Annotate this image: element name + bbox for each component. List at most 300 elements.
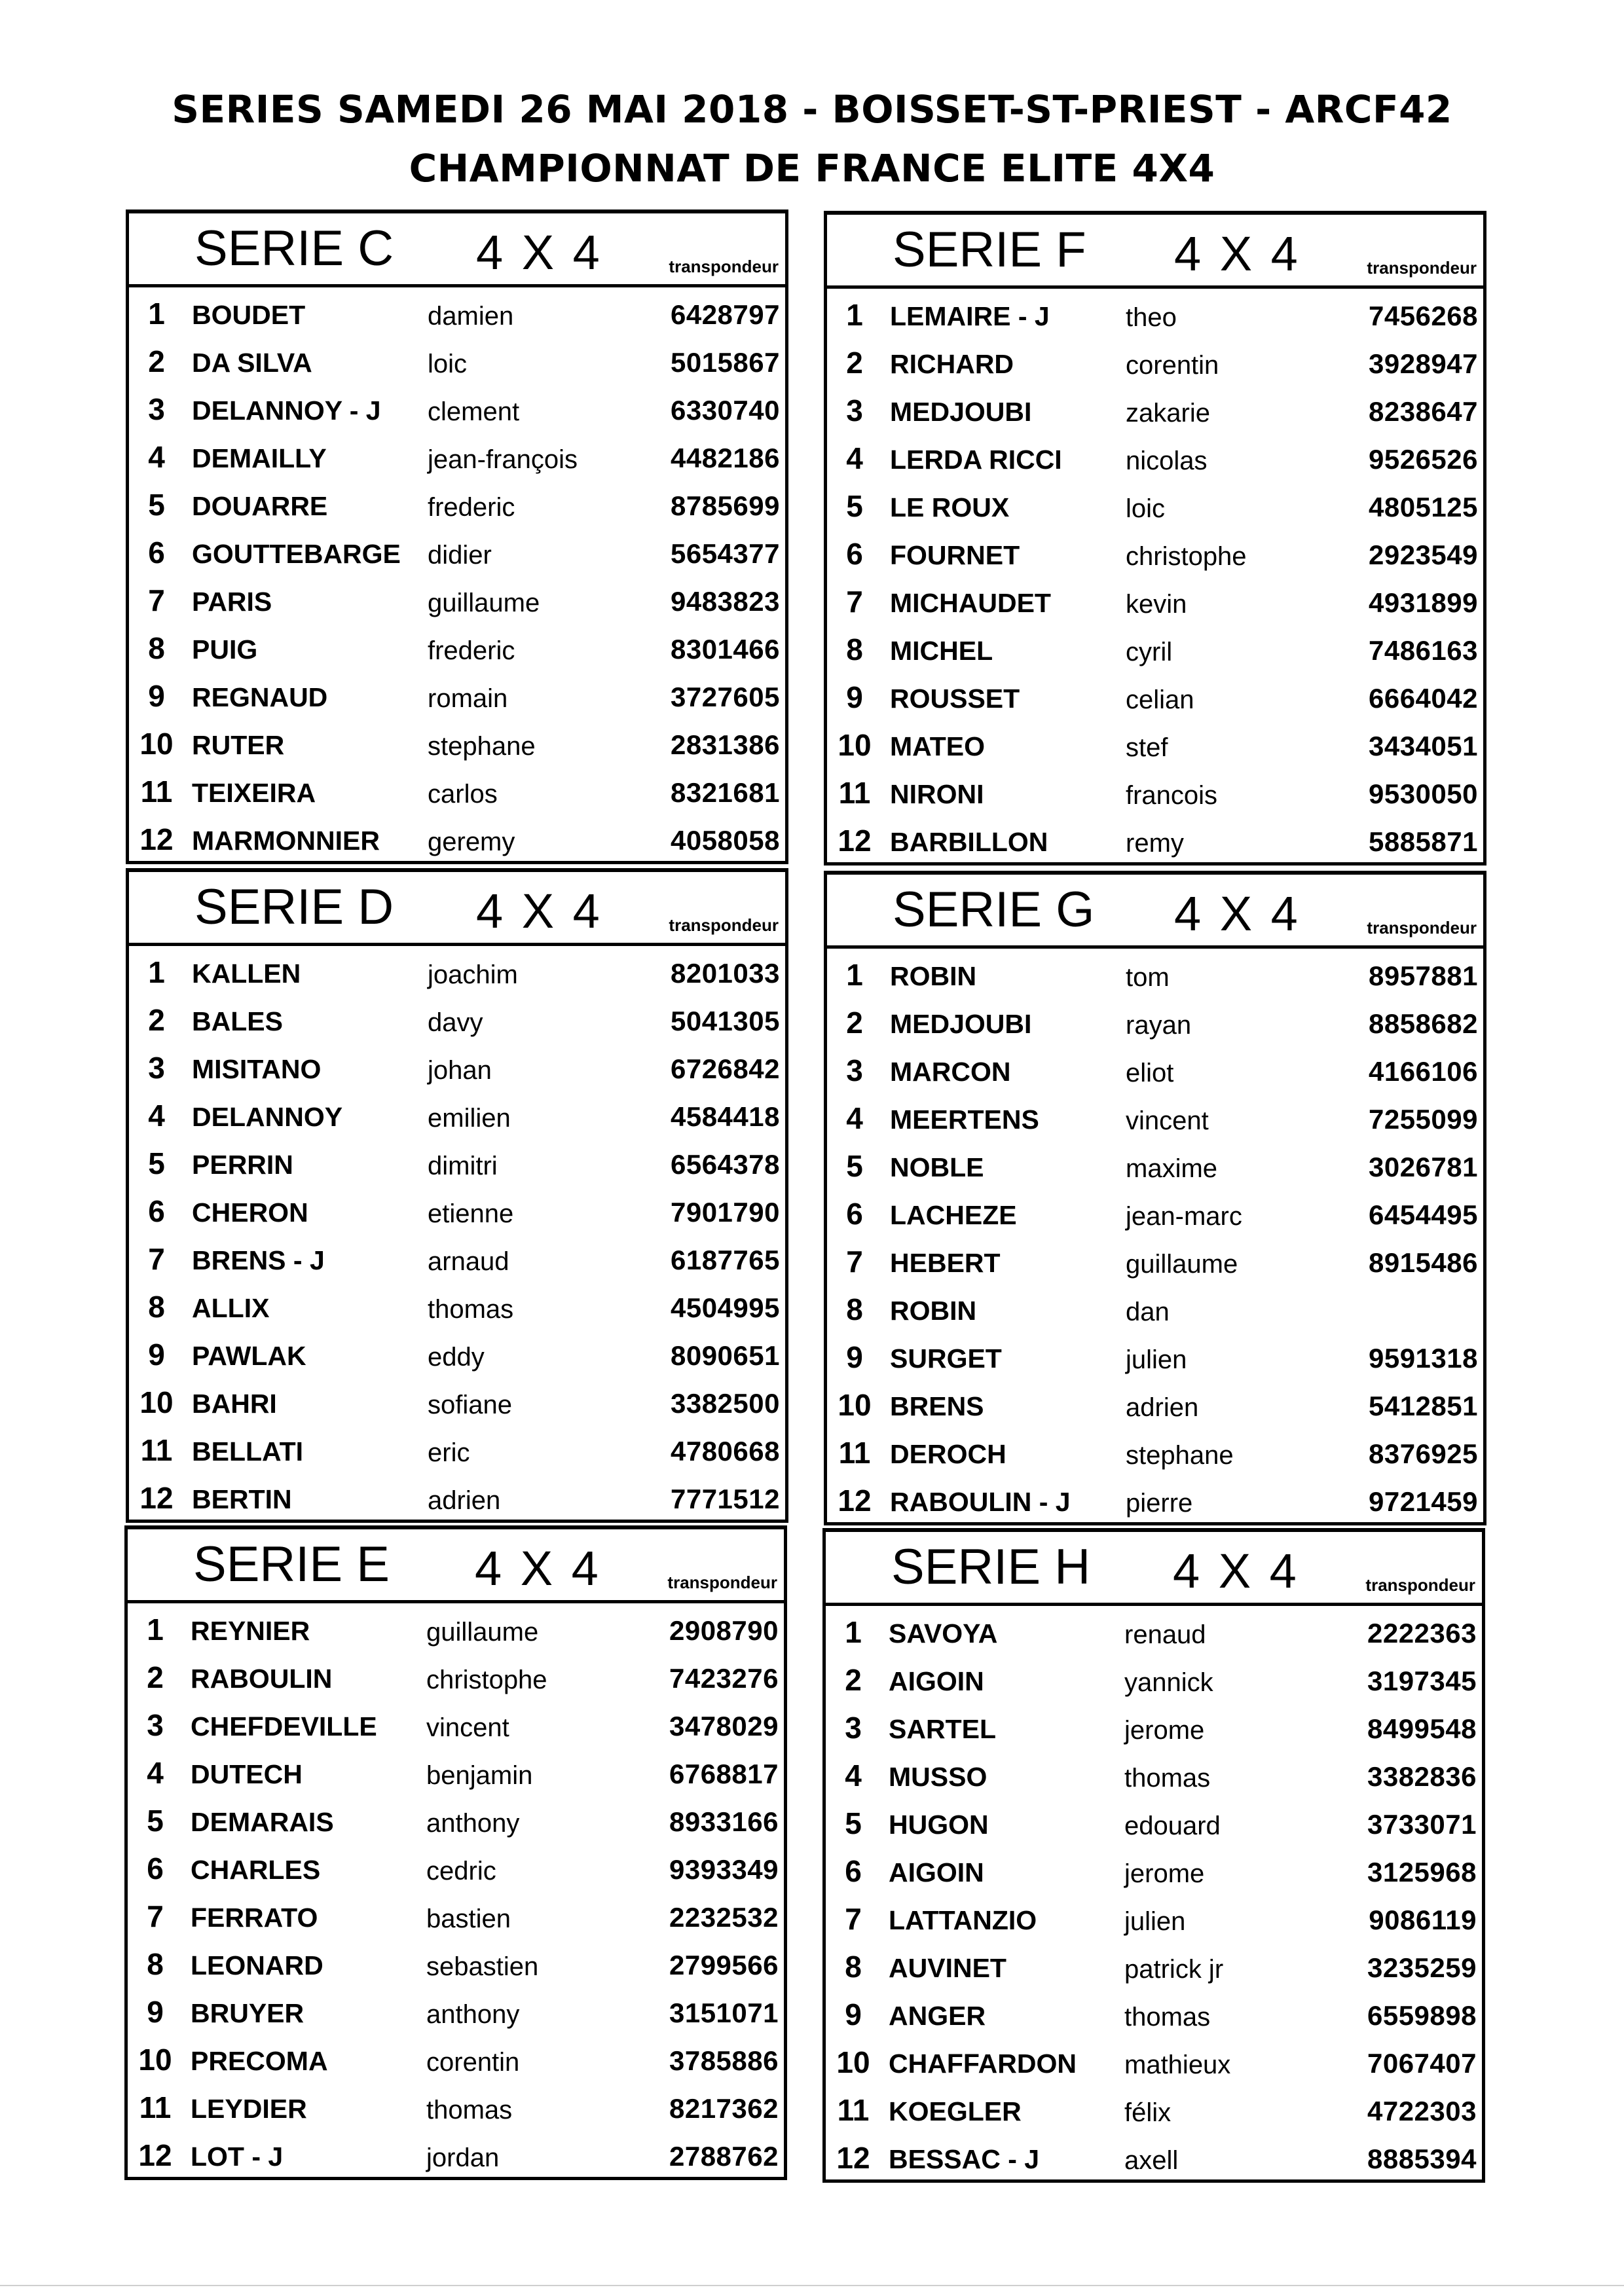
table-row [129,1233,785,1281]
driver-first-name: guillaume [1126,1250,1238,1279]
table-row [129,479,785,526]
table-row [826,2132,1482,2179]
table-row [129,622,785,670]
driver-first-name: corentin [426,2048,520,2077]
driver-last-name: ALLIX [192,1293,270,1323]
table-row [129,1281,785,1328]
table-row [128,1603,784,1651]
row-number: 2 [147,1660,164,1694]
table-row [826,1654,1482,1702]
serie-class: 4 X 4 [475,1541,601,1595]
table-row [129,1376,785,1424]
table-row [129,1042,785,1089]
row-number: 5 [845,1806,862,1840]
transponder-column-label: transpondeur [667,1573,777,1592]
driver-last-name: MEDJOUBI [890,397,1032,427]
driver-first-name: edouard [1124,1812,1221,1840]
transponder-number: 8217362 [669,2093,779,2124]
table-row [826,1988,1482,2036]
driver-first-name: zakarie [1126,399,1210,428]
driver-last-name: RICHARD [890,349,1014,379]
table-row [826,2036,1482,2084]
row-number: 3 [148,392,165,426]
driver-last-name: DELANNOY [192,1102,343,1132]
driver-last-name: RUTER [192,730,285,760]
transponder-number: 3026781 [1368,1152,1478,1182]
transponder-number: 3478029 [669,1711,779,1741]
serie-box-h [822,1528,1485,2183]
driver-first-name: christophe [426,1666,547,1694]
table-row [827,289,1483,337]
driver-first-name: loic [1126,494,1166,523]
row-number: 11 [140,1433,173,1467]
driver-last-name: FERRATO [191,1903,318,1933]
table-row [827,719,1483,767]
driver-last-name: REYNIER [191,1616,310,1646]
driver-last-name: SARTEL [889,1714,996,1744]
driver-last-name: PARIS [192,587,272,617]
table-row [128,1651,784,1699]
table-row [827,1044,1483,1092]
serie-box-d [126,868,788,1523]
driver-last-name: ROUSSET [890,683,1020,714]
table-row [827,384,1483,432]
transponder-number: 4722303 [1367,2096,1477,2126]
driver-first-name: davy [428,1008,483,1037]
driver-first-name: francois [1126,781,1218,810]
driver-first-name: benjamin [426,1761,533,1790]
driver-last-name: BOUDET [192,300,306,330]
driver-last-name: LATTANZIO [889,1905,1037,1935]
serie-box-f [824,211,1486,866]
table-row [128,1747,784,1795]
row-number: 5 [147,1804,164,1838]
row-number: 7 [147,1899,164,1933]
driver-first-name: jordan [426,2143,500,2172]
driver-first-name: etienne [428,1199,514,1228]
table-row [827,575,1483,623]
transponder-number: 3382500 [670,1388,780,1419]
row-number: 12 [836,2141,870,2175]
transponder-number: 7067407 [1367,2048,1477,2079]
table-row [129,431,785,479]
table-row [827,480,1483,528]
transponder-number: 4166106 [1368,1056,1478,1087]
driver-first-name: patrick jr [1124,1955,1224,1984]
driver-last-name: DOUARRE [192,491,328,521]
row-number: 2 [846,1006,863,1040]
driver-first-name: clement [428,397,520,426]
serie-header [826,1532,1482,1606]
driver-last-name: PRECOMA [191,2046,328,2076]
driver-last-name: MARMONNIER [192,826,380,856]
transponder-number: 6664042 [1368,683,1478,714]
serie-rows [129,946,785,1520]
serie-header [128,1529,784,1603]
row-number: 5 [148,488,165,522]
row-number: 6 [846,537,863,571]
row-number: 7 [846,1245,863,1279]
table-row [129,1472,785,1520]
row-number: 3 [147,1708,164,1742]
row-number: 8 [846,632,863,666]
table-row [826,1749,1482,1797]
transponder-number: 9591318 [1368,1343,1478,1374]
transponder-number: 4504995 [670,1292,780,1323]
row-number: 4 [845,1758,862,1793]
transponder-number: 9526526 [1368,444,1478,475]
transponder-number: 6330740 [670,395,780,426]
row-number: 3 [846,393,863,428]
serie-header [827,215,1483,289]
transponder-number: 4058058 [670,825,780,856]
driver-first-name: thomas [426,2096,513,2124]
row-number: 10 [139,727,174,761]
driver-first-name: celian [1126,685,1194,714]
row-number: 2 [845,1663,862,1697]
transponder-number: 8301466 [670,634,780,665]
table-row [129,1424,785,1472]
row-number: 2 [148,344,165,378]
transponder-column-label: transpondeur [669,915,779,935]
driver-first-name: anthony [426,1809,520,1838]
row-number: 1 [148,297,165,331]
driver-first-name: axell [1124,2146,1179,2175]
driver-first-name: kevin [1126,590,1187,619]
driver-first-name: sofiane [428,1391,512,1419]
driver-last-name: DA SILVA [192,348,312,378]
driver-first-name: theo [1126,303,1177,332]
row-number: 8 [845,1950,862,1984]
table-row [129,1328,785,1376]
transponder-number: 2788762 [669,2141,779,2172]
table-row [129,1185,785,1233]
transponder-number: 7423276 [669,1663,779,1694]
table-row [827,671,1483,719]
driver-first-name: nicolas [1126,446,1208,475]
serie-name: SERIE E [193,1537,390,1592]
driver-last-name: CHARLES [191,1855,321,1885]
row-number: 5 [846,1149,863,1183]
table-row [827,996,1483,1044]
transponder-number: 9721459 [1368,1486,1478,1517]
transponder-number: 2799566 [669,1950,779,1980]
driver-first-name: pierre [1126,1489,1193,1518]
serie-name: SERIE C [194,221,394,276]
table-row [129,574,785,622]
table-row [827,337,1483,384]
serie-rows [827,289,1483,862]
table-row [129,718,785,765]
driver-last-name: LEYDIER [191,2094,307,2124]
row-number: 6 [147,1851,164,1886]
transponder-number: 7456268 [1368,301,1478,331]
transponder-number: 3235259 [1367,1952,1477,1983]
driver-first-name: jean-marc [1126,1202,1242,1231]
driver-last-name: LEMAIRE - J [890,301,1050,331]
page-title: SERIES SAMEDI 26 MAI 2018 - BOISSET-ST-PRIEST - ARCF42 [172,87,1452,132]
row-number: 6 [845,1854,862,1888]
row-number: 10 [836,2045,870,2079]
table-row [827,1188,1483,1235]
row-number: 7 [846,585,863,619]
driver-first-name: yannick [1124,1668,1213,1697]
driver-last-name: REGNAUD [192,682,328,712]
driver-first-name: guillaume [426,1618,539,1647]
serie-rows [826,1606,1482,2179]
row-number: 9 [148,679,165,713]
driver-first-name: bastien [426,1904,511,1933]
serie-name: SERIE G [893,882,1095,938]
row-number: 11 [838,1436,871,1470]
serie-name: SERIE F [893,222,1086,278]
driver-first-name: anthony [426,2000,520,2029]
driver-first-name: loic [428,350,468,378]
serie-name: SERIE H [891,1539,1091,1595]
driver-last-name: BRENS [890,1391,984,1421]
driver-first-name: didier [428,541,492,570]
driver-last-name: RABOULIN - J [890,1487,1071,1517]
table-row [827,1140,1483,1188]
serie-rows [128,1603,784,2177]
row-number: 12 [139,822,174,856]
row-number: 8 [147,1947,164,1981]
row-number: 12 [138,2138,172,2172]
row-number: 11 [837,2093,870,2127]
row-number: 10 [139,1385,174,1419]
transponder-number: 7901790 [670,1197,780,1228]
driver-last-name: KOEGLER [889,2096,1022,2126]
table-row [826,1941,1482,1988]
transponder-number: 6726842 [670,1053,780,1084]
row-number: 8 [148,1290,165,1324]
table-row [826,1845,1482,1893]
table-row [827,432,1483,480]
table-row [129,765,785,813]
row-number: 10 [838,1388,872,1422]
serie-box-c [126,210,788,864]
driver-last-name: NIRONI [890,779,984,809]
table-row [129,383,785,431]
driver-first-name: maxime [1126,1154,1218,1183]
table-row [128,2081,784,2129]
transponder-number: 8321681 [670,777,780,808]
table-row [128,1938,784,1986]
driver-last-name: LACHEZE [890,1200,1017,1230]
table-row [827,1427,1483,1474]
transponder-number: 4780668 [670,1436,780,1467]
row-number: 2 [148,1003,165,1037]
serie-class: 4 X 4 [1174,227,1301,281]
driver-first-name: vincent [1126,1106,1209,1135]
driver-last-name: DEROCH [890,1439,1006,1469]
driver-last-name: HEBERT [890,1248,1001,1278]
driver-first-name: stef [1126,733,1168,762]
row-number: 4 [148,1099,165,1133]
driver-first-name: dimitri [428,1152,498,1180]
table-row [129,994,785,1042]
driver-first-name: geremy [428,828,515,856]
driver-first-name: rayan [1126,1011,1192,1040]
driver-first-name: remy [1126,829,1184,858]
transponder-number: 5015867 [670,347,780,378]
driver-last-name: RABOULIN [191,1664,333,1694]
serie-name: SERIE D [194,879,394,935]
transponder-number: 8090651 [670,1340,780,1371]
driver-last-name: ROBIN [890,1296,977,1326]
row-number: 7 [148,1242,165,1276]
driver-first-name: arnaud [428,1247,509,1276]
row-number: 4 [147,1756,164,1790]
transponder-number: 2923549 [1368,539,1478,570]
serie-header [827,875,1483,949]
driver-last-name: BELLATI [192,1436,304,1467]
driver-last-name: MISITANO [192,1054,322,1084]
table-row [827,1474,1483,1522]
table-row [129,526,785,574]
driver-last-name: MARCON [890,1057,1011,1087]
driver-first-name: frederic [428,636,515,665]
transponder-column-label: transpondeur [1367,918,1477,938]
transponder-number: 8957881 [1368,960,1478,991]
transponder-number: 8376925 [1368,1438,1478,1469]
driver-first-name: guillaume [428,589,540,617]
table-row [826,1606,1482,1654]
driver-last-name: NOBLE [890,1152,984,1182]
table-row [129,1089,785,1137]
driver-last-name: BRUYER [191,1998,304,2028]
driver-first-name: jerome [1124,1716,1205,1745]
transponder-number: 7486163 [1368,635,1478,666]
transponder-number: 3785886 [669,2045,779,2076]
serie-class: 4 X 4 [476,225,602,280]
driver-first-name: joachim [428,960,518,989]
serie-box-e [124,1525,787,2180]
row-number: 3 [148,1051,165,1085]
driver-last-name: MICHAUDET [890,588,1051,618]
table-row [128,1699,784,1747]
row-number: 4 [846,441,863,475]
transponder-number: 5885871 [1368,826,1478,857]
driver-first-name: frederic [428,493,515,522]
table-row [826,1893,1482,1941]
row-number: 8 [846,1292,863,1326]
driver-last-name: LE ROUX [890,492,1010,522]
table-row [827,767,1483,814]
transponder-number: 4482186 [670,443,780,473]
driver-last-name: MUSSO [889,1762,987,1792]
serie-class: 4 X 4 [1174,886,1301,941]
driver-first-name: adrien [428,1486,501,1515]
transponder-number: 5041305 [670,1006,780,1036]
transponder-number: 8915486 [1368,1247,1478,1278]
driver-last-name: AUVINET [889,1953,1006,1983]
row-number: 11 [139,2090,172,2124]
transponder-column-label: transpondeur [669,257,779,276]
driver-last-name: TEIXEIRA [192,778,316,808]
driver-first-name: eric [428,1438,470,1467]
row-number: 6 [148,536,165,570]
row-number: 10 [138,2043,172,2077]
driver-first-name: thomas [428,1295,514,1324]
table-row [129,946,785,994]
transponder-number: 5412851 [1368,1391,1478,1421]
driver-last-name: BERTIN [192,1484,292,1514]
driver-last-name: KALLEN [192,958,301,989]
transponder-column-label: transpondeur [1367,258,1477,278]
row-number: 1 [846,958,863,992]
row-number: 12 [838,824,872,858]
transponder-number: 2908790 [669,1615,779,1646]
driver-last-name: DELANNOY - J [192,395,381,426]
table-row [826,1797,1482,1845]
row-number: 9 [148,1338,165,1372]
transponder-number: 5654377 [670,538,780,569]
driver-first-name: renaud [1124,1620,1206,1649]
transponder-number: 4805125 [1368,492,1478,522]
transponder-number: 4931899 [1368,587,1478,618]
row-number: 5 [148,1146,165,1180]
row-number: 7 [845,1902,862,1936]
row-number: 9 [846,680,863,714]
serie-class: 4 X 4 [476,884,602,938]
transponder-number: 8858682 [1368,1008,1478,1039]
table-row [827,623,1483,671]
driver-first-name: tom [1126,963,1170,992]
row-number: 1 [845,1615,862,1649]
table-row [128,2129,784,2177]
transponder-number: 9530050 [1368,778,1478,809]
driver-first-name: damien [428,302,514,331]
serie-box-g [824,871,1486,1525]
driver-first-name: emilien [428,1104,511,1133]
transponder-number: 3382836 [1367,1761,1477,1792]
table-row [827,949,1483,996]
driver-first-name: sebastien [426,1952,539,1981]
transponder-number: 3733071 [1367,1809,1477,1840]
driver-first-name: thomas [1124,2003,1211,2032]
page-subtitle: CHAMPIONNAT DE FRANCE ELITE 4X4 [409,146,1215,191]
driver-last-name: MICHEL [890,636,993,666]
driver-first-name: cedric [426,1857,496,1886]
row-number: 6 [148,1194,165,1228]
driver-last-name: CHEFDEVILLE [191,1711,377,1741]
driver-first-name: christophe [1126,542,1247,571]
driver-last-name: BALES [192,1006,283,1036]
driver-first-name: mathieux [1124,2050,1231,2079]
driver-first-name: corentin [1126,351,1219,380]
transponder-number: 8885394 [1367,2143,1477,2174]
driver-last-name: MATEO [890,731,986,761]
driver-last-name: SAVOYA [889,1618,998,1649]
transponder-number: 3928947 [1368,348,1478,379]
table-row [827,1283,1483,1331]
driver-last-name: AIGOIN [889,1857,984,1887]
table-row [826,1702,1482,1749]
row-number: 10 [838,728,872,762]
driver-first-name: jean-françois [428,445,578,474]
driver-first-name: vincent [426,1713,509,1742]
driver-first-name: thomas [1124,1764,1211,1793]
driver-last-name: DEMARAIS [191,1807,334,1837]
transponder-number: 2831386 [670,729,780,760]
driver-last-name: BARBILLON [890,827,1048,857]
table-row [827,1235,1483,1283]
driver-last-name: PUIG [192,634,258,665]
row-number: 6 [846,1197,863,1231]
transponder-number: 2232532 [669,1902,779,1933]
table-row [826,2084,1482,2132]
